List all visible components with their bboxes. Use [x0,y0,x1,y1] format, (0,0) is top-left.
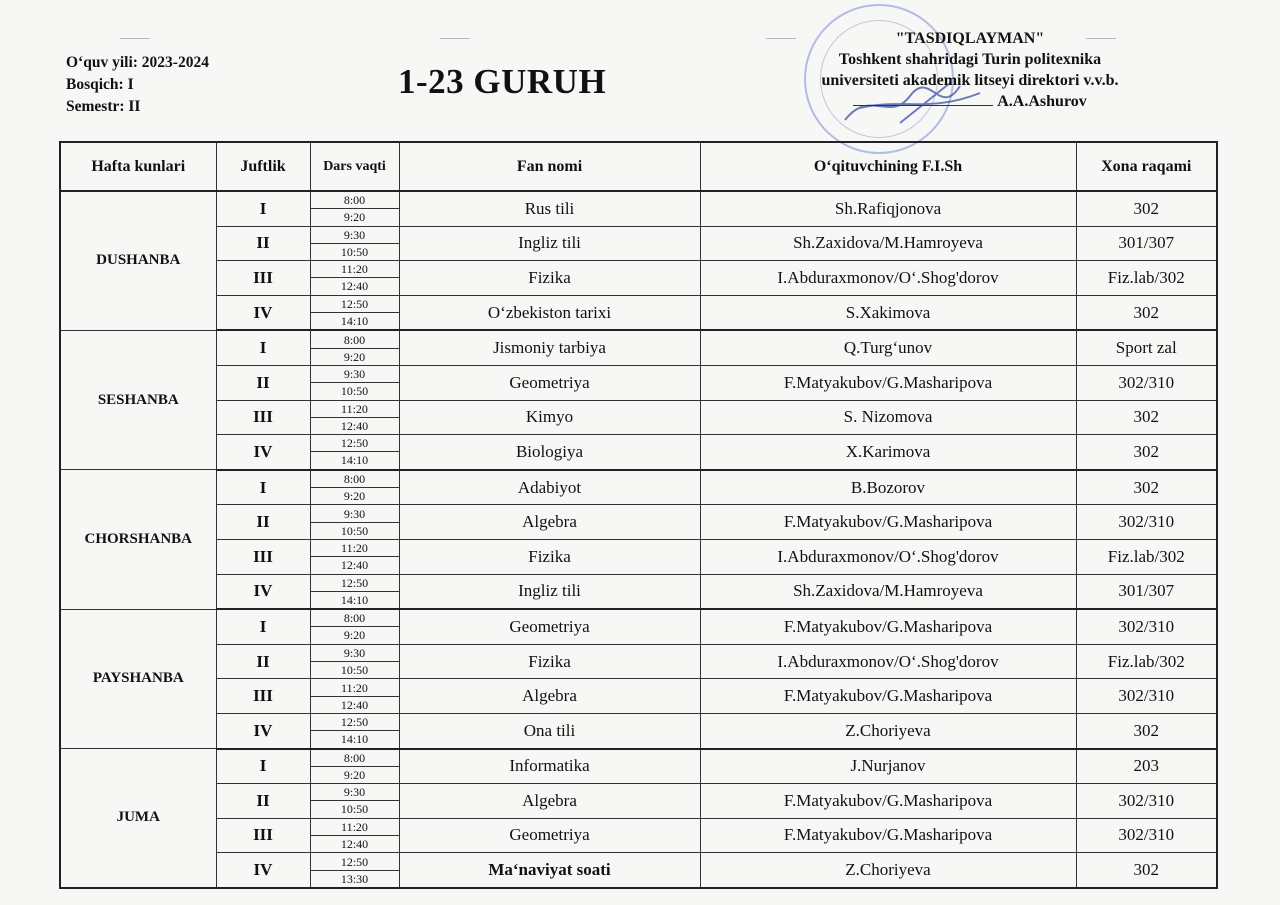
start-time: 12:50 [311,575,399,592]
end-time: 12:40 [340,558,369,573]
room-cell: 302 [1076,400,1217,435]
pair-number: IV [216,574,310,609]
time-cell [310,713,399,748]
start-time: 9:30 [311,366,399,383]
room-cell: 302 [1076,713,1217,748]
time-cell [310,818,399,853]
room-cell: 302/310 [1076,609,1217,644]
room-cell: 302/310 [1076,818,1217,853]
time-cell [310,400,399,435]
table-row [60,853,1217,888]
end-time: 10:50 [340,802,369,817]
teacher-cell: F.Matyakubov/G.Masharipova [700,679,1076,714]
time-cell [310,784,399,819]
table-row [60,749,1217,784]
col-header-time: Dars vaqti [310,142,399,191]
time-cell [310,365,399,400]
pair-number: II [216,644,310,679]
room-cell: 203 [1076,749,1217,784]
approval-signer-row [760,91,1180,112]
pair-number: I [216,470,310,505]
subject-cell: Ona tili [399,713,700,748]
time-cell [310,330,399,365]
pair-number: II [216,784,310,819]
pair-number: I [216,330,310,365]
time-cell [310,644,399,679]
room-cell: 302/310 [1076,365,1217,400]
end-time: 14:10 [340,314,369,329]
pair-number: II [216,505,310,540]
subject-cell: Algebra [399,505,700,540]
room-cell: 302 [1076,853,1217,888]
time-cell [310,226,399,261]
end-time: 10:50 [340,663,369,678]
start-time: 9:30 [311,645,399,662]
time-cell [310,295,399,330]
col-header-day: Hafta kunlari [60,142,216,191]
scan-mark [120,38,150,39]
teacher-cell: Sh.Rafiqjonova [700,191,1076,226]
end-time: 12:40 [340,279,369,294]
table-row [60,609,1217,644]
table-row [60,365,1217,400]
subject-cell: Geometriya [399,609,700,644]
end-time: 10:50 [340,244,369,259]
room-cell: Fiz.lab/302 [1076,261,1217,296]
table-row [60,330,1217,365]
room-cell: 302/310 [1076,679,1217,714]
pair-number: I [216,609,310,644]
approval-title: "TASDIQLAYMAN" [895,30,1045,47]
time-cell [310,261,399,296]
start-time: 12:50 [311,296,399,313]
time-cell [310,679,399,714]
pair-number: I [216,749,310,784]
scan-mark [440,38,470,39]
subject-cell: Kimyo [399,400,700,435]
room-cell: 301/307 [1076,226,1217,261]
time-cell [310,191,399,226]
col-header-room: Xona raqami [1076,142,1217,191]
day-cell: SESHANBA [60,330,216,469]
teacher-cell: F.Matyakubov/G.Masharipova [700,365,1076,400]
semester: Semestr: II [66,98,141,115]
end-time: 10:50 [340,523,369,538]
approval-signer: A.A.Ashurov [997,93,1087,110]
subject-cell: Algebra [399,679,700,714]
subject-cell: Fizika [399,261,700,296]
subject-cell: Geometriya [399,365,700,400]
subject-cell: Rus tili [399,191,700,226]
approval-line-1: Toshkent shahridagi Turin politexnika [838,51,1102,68]
table-row [60,818,1217,853]
start-time: 9:30 [311,506,399,523]
table-row [60,574,1217,609]
table-row [60,435,1217,470]
start-time: 11:20 [311,819,399,836]
room-cell: 302/310 [1076,784,1217,819]
table-row [60,713,1217,748]
pair-number: III [216,539,310,574]
start-time: 9:30 [311,227,399,244]
page-title: 1-23 GURUH [398,62,607,101]
end-time: 9:20 [343,489,366,504]
time-cell [310,749,399,784]
end-time: 10:50 [340,384,369,399]
end-time: 9:20 [343,349,366,364]
teacher-cell: B.Bozorov [700,470,1076,505]
col-header-pair: Juftlik [216,142,310,191]
teacher-cell: Sh.Zaxidova/M.Hamroyeva [700,574,1076,609]
start-time: 12:50 [311,714,399,731]
room-cell: 302/310 [1076,505,1217,540]
room-cell: 302 [1076,470,1217,505]
pair-number: III [216,400,310,435]
approval-block [760,28,1180,112]
teacher-cell: F.Matyakubov/G.Masharipova [700,784,1076,819]
subject-cell: Ma‘naviyat soati [399,853,700,888]
document-meta [66,52,209,118]
time-cell [310,505,399,540]
start-time: 8:00 [311,750,399,767]
subject-cell: Ingliz tili [399,226,700,261]
teacher-cell: F.Matyakubov/G.Masharipova [700,609,1076,644]
end-time: 14:10 [340,732,369,747]
start-time: 8:00 [311,471,399,488]
teacher-cell: I.Abduraxmonov/O‘.Shog'dorov [700,539,1076,574]
teacher-cell: F.Matyakubov/G.Masharipova [700,505,1076,540]
col-header-subject: Fan nomi [399,142,700,191]
subject-cell: Biologiya [399,435,700,470]
table-row [60,644,1217,679]
room-cell: Fiz.lab/302 [1076,539,1217,574]
pair-number: IV [216,713,310,748]
teacher-cell: S.Xakimova [700,295,1076,330]
teacher-cell: Sh.Zaxidova/M.Hamroyeva [700,226,1076,261]
start-time: 11:20 [311,540,399,557]
subject-cell: Geometriya [399,818,700,853]
table-row [60,679,1217,714]
teacher-cell: Z.Choriyeva [700,853,1076,888]
start-time: 11:20 [311,401,399,418]
table-row [60,191,1217,226]
start-time: 9:30 [311,784,399,801]
table-row [60,226,1217,261]
table-row [60,784,1217,819]
pair-number: III [216,261,310,296]
end-time: 9:20 [343,628,366,643]
end-time: 14:10 [340,453,369,468]
subject-cell: Adabiyot [399,470,700,505]
teacher-cell: F.Matyakubov/G.Masharipova [700,818,1076,853]
end-time: 14:10 [340,592,369,607]
pair-number: III [216,818,310,853]
subject-cell: Jismoniy tarbiya [399,330,700,365]
subject-cell: O‘zbekiston tarixi [399,295,700,330]
room-cell: 302 [1076,435,1217,470]
pair-number: II [216,226,310,261]
schedule-table [59,141,1218,889]
table-row [60,400,1217,435]
day-cell: JUMA [60,749,216,888]
day-cell: DUSHANBA [60,191,216,330]
room-cell: Fiz.lab/302 [1076,644,1217,679]
time-cell [310,853,399,888]
end-time: 9:20 [343,767,366,782]
signature-line [853,93,993,106]
approval-line-2: universiteti akademik litseyi direktori v.v.b. [821,72,1119,89]
stage: Bosqich: I [66,76,134,93]
end-time: 13:30 [340,871,369,886]
teacher-cell: X.Karimova [700,435,1076,470]
table-row [60,470,1217,505]
room-cell: 302 [1076,191,1217,226]
pair-number: IV [216,435,310,470]
start-time: 8:00 [311,192,399,209]
room-cell: 301/307 [1076,574,1217,609]
start-time: 8:00 [311,332,399,349]
time-cell [310,574,399,609]
table-row [60,539,1217,574]
pair-number: IV [216,295,310,330]
teacher-cell: I.Abduraxmonov/O‘.Shog'dorov [700,644,1076,679]
teacher-cell: Z.Choriyeva [700,713,1076,748]
academic-year: O‘quv yili: 2023-2024 [66,54,209,71]
table-row [60,505,1217,540]
subject-cell: Fizika [399,644,700,679]
table-row [60,295,1217,330]
teacher-cell: J.Nurjanov [700,749,1076,784]
end-time: 12:40 [340,836,369,851]
teacher-cell: I.Abduraxmonov/O‘.Shog'dorov [700,261,1076,296]
table-header-row [60,142,1217,191]
room-cell: 302 [1076,295,1217,330]
end-time: 12:40 [340,697,369,712]
teacher-cell: Q.Turg‘unov [700,330,1076,365]
day-cell: PAYSHANBA [60,609,216,748]
start-time: 8:00 [311,610,399,627]
table-row [60,261,1217,296]
pair-number: IV [216,853,310,888]
end-time: 9:20 [343,210,366,225]
time-cell [310,435,399,470]
teacher-cell: S. Nizomova [700,400,1076,435]
subject-cell: Informatika [399,749,700,784]
pair-number: III [216,679,310,714]
col-header-teacher: O‘qituvchining F.I.Sh [700,142,1076,191]
subject-cell: Algebra [399,784,700,819]
start-time: 12:50 [311,854,399,871]
start-time: 11:20 [311,680,399,697]
subject-cell: Ingliz tili [399,574,700,609]
pair-number: I [216,191,310,226]
start-time: 12:50 [311,435,399,452]
day-cell: CHORSHANBA [60,470,216,609]
time-cell [310,609,399,644]
time-cell [310,539,399,574]
subject-cell: Fizika [399,539,700,574]
pair-number: II [216,365,310,400]
end-time: 12:40 [340,418,369,433]
time-cell [310,470,399,505]
start-time: 11:20 [311,261,399,278]
room-cell: Sport zal [1076,330,1217,365]
